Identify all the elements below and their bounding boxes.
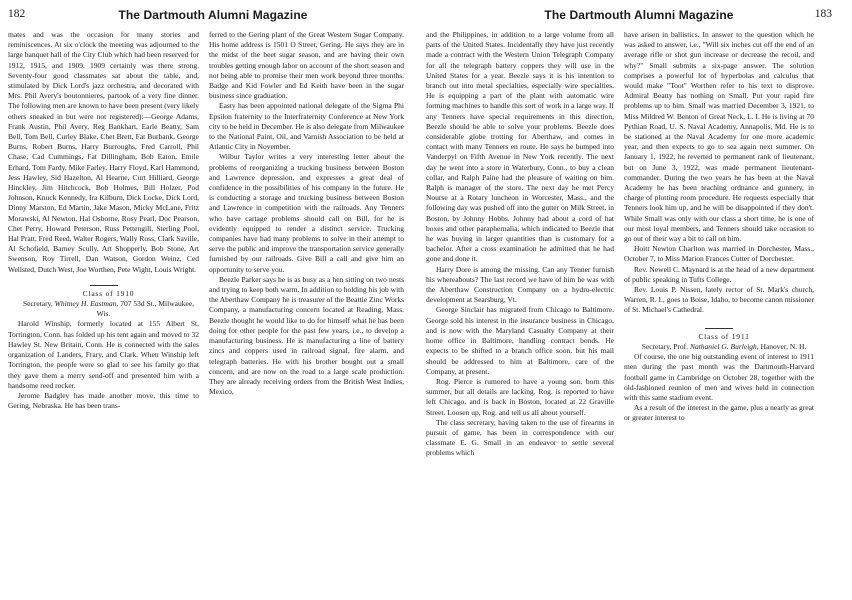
paragraph: Rog. Pierce is rumored to have a young son, born this summer, but all details are lacking. Rog. is reported to have left Chicago, and is back in Boston, located at 22 Graville Street. Loosen up, Rog. and tell us all about yourself. [426, 376, 614, 417]
class-secretary-1910 [8, 299, 199, 319]
paragraph: Harold Winship, formerly located at 155 Albert St, Torrington, Conn. has folded up his tent again and moved to 32 Hawley St. New Britain, Conn. He is connected with the sales organization of Landers, Frary, and Clark. When Winship left Torrington, the people were so glad to see his family go that they gave them a merry send-off and presented him with a handsome reed rocker. [8, 319, 199, 390]
paragraph: have arisen in ballistics. In answer to the question which he was asked to answer, i.e., "Will six inches cut off the end of an average rifle or shot gun increase or decrease the recoil, and why?" Small submits a six-page answer. The solution comprises a powerful lot of hyperbolas and calculus that would make "Toot" Worthen refer to his text to disprove. Admiral Beatty has nothing on Small. Put your rapid fire problems up to him. Small was married December 3, 1921, to Miss Mildred W. Benton of Great Neck, L. I. He is living at 70 Pythian Road, U. S. Naval Academy, Annapolis, Md. He is to be stationed at the Naval Academy for one more academic year, and then expects to go to sea again next summer. On January 1, 1922, he reverted to permanent rank of lieutenant, but on June 3, 1922, was made permanent lieutenant-commander. During the two years he has been at the Naval Academy he has been teaching ordnance and gunnery, in charge of plotting room procedure. He requests especially that Tenners look him up, and he will be disappointed if they don't. While Small was only with our class a short time, he is one of our most loyal members, and Tenners should take occasion to go out of their way a bit to call on him. [624, 30, 814, 244]
paragraph: ferred to the Gering plant of the Great Western Sugar Company. His home address is 1501 O Street, Gering. He says they are in the midst of the beet sugar season, and are having their own troubles getting enough labor on account of the short season and not being able to promise their men work beyond three months. Badge and Kid Fowler and Ed Keith have been in the sugar business since graduation. [209, 30, 404, 101]
secretary-prefix: Secretary, [23, 299, 55, 309]
secretary-name: Whitney H. Eastman, [54, 299, 119, 309]
secretary-address: 707 53d St., Milwaukee, Wis. [96, 299, 194, 319]
class-secretary-1911 [624, 342, 814, 352]
right-page-column-1 [426, 30, 614, 600]
paragraph: mates and was the occasion for many stories and reminiscences. At six o'clock the meeting was adjourned to the large banquet hall of the City Club which had been reserved for 1912, 1915, and 1909. 1909 certainly was there strong. Seventy-four good classmates sat about the table, and, stimulated by Dick Lord's jazz orchestra, and decorated with Mrs. Phil Avery's boutonnieres, partook of a very fine dinner. The following men are known to have been present (very likely others sneaked in but were not registered):—George Adams, Frank Austin, Phil Avery, Reg Bankhart, Earle Beatty, Sam Bell, Tom Bell, Curley Blake, Chet Brett, Fat Burbank, George Burns, Robert Burns, Harry Burroughs, Fred Carroll, Phil Chase, Cad Cummings, Fat Dillingham, Bob Eaton, Emile Erhard, Tom Fardy, Mike Farley, Harry Floyd, Karl Hammond, Jess Hawley, Sid Hazelton, Al Hearne, Curt Hilliard, George Hinckley, Jim Hitchcock, Bob Holmes, Bill Holzer, Pod Johnson, Knuck Kennedy, Ira Kilburn, Dick Locke, Dick Lord, Dinny Marston, Ed Martin, Jake Mason, Micky McLane, Fritz Morawski, Al Newton, Hal Osborne, Rosy Pearl, Doc Pearson, Chet Perry, Howard Peterson, Russ Pettengill, Sterling Pool, Hal Pratt, Fred Reed, Walter Rogers, Wally Ross, Clark Saville, Al Schofield, Barney Scully, Art Shopperly, Bob Stone, Art Swenson, Roy Tirrell, Dan Watson, Gordon Weinz, Ced Wellsted, Dutch West, Joe Worthen, Pete Wight, Louis Wright. [8, 30, 199, 274]
paragraph: Hoitt Newton Charlton was married in Dorchester, Mass., October 7, to Miss Marion Frances Cutter of Dorchester. [624, 244, 814, 264]
secretary-address: Hanover, N. H. [758, 341, 807, 351]
right-page-column-2 [624, 30, 814, 600]
paragraph: and the Philippines, in addition to a large volume from all parts of the United States. Incidentally they have just recently made a contract with the Western Union Telegraph Company for all the telegraph battery coppers they will use in the United States for a year. Beezle says it is his intention to branch out into metal specialties, especially wire specialties. He is equipping a part of the plant with automatic wire forming machines to handle this sort of work in a large way. If any Tenners have special requirements in this direction, Beezle should be able to solve your problems. Beezle does considerable globe trotting for Aberthaw, and comes in contact with many Tenners en route. He says he bumped into Vanderpyl on Fifth Avenue in New York recently. The next day he went into a store in Waterbury, Conn., to buy a clean collar, and Ralph Paine had the pleasure of waiting on him. Ralph is manager of the store. The next day he met Percy Nourse at a Rotary luncheon in Worcester, Mass., and the following day was pushed off into the gutter on Milk Street, in Boston, by Johnny Hobbs. Johnny had about a cord of hat boxes and other paraphernalia, which indicated to Beezle that he was buying in larger quantities than is customary for a bachelor. After a cross examination he admitted that he had gone and done it. [426, 30, 614, 264]
paragraph: George Sinclair has migrated from Chicago to Baltimore. George sold his interest in the insurance business in Chicago, and is now with the Maryland Casualty Company at their home office in Baltimore, handling contract bonds. He expects to be shifted to a branch office soon, but his mail should be addressed to him at Baltimore, care of the Company, at present. [426, 305, 614, 376]
left-page-column-1 [8, 30, 199, 600]
class-heading-1911: Class of 1911 [698, 331, 750, 341]
paragraph: Jerome Badgley has made another move, this time to Gering, Nebraska. He has been trans- [8, 390, 199, 411]
right-page [426, 0, 852, 600]
running-title-left: The Dartmouth Alumni Magazine [118, 8, 308, 22]
paragraph: The class secretary, having taken to the use of firearms in pursuit of game, has been in correspondence with our classmate E. G. Small in an endeavor to settle several problems which [426, 417, 614, 458]
page-number-right: 183 [814, 8, 832, 20]
running-title-right: The Dartmouth Alumni Magazine [544, 8, 734, 22]
paragraph: Rev. Louis P. Nissen, lately rector of St. Mark's church, Warren, R. I., goes to Boise, Idaho, to become canon missioner of St. Michael's Cathedral. [624, 285, 814, 315]
secretary-name: Nathaniel G. Burleigh, [689, 341, 759, 351]
class-heading-1910: Class of 1910 [82, 288, 135, 298]
paragraph: Easty has been appointed national delegate of the Sigma Phi Epsilon fraternity to the Interfraternity Conference at New York city to be held in December. He is also delegate from Milwaukee to the National Paint, Oil, and Varnish Association to be held at Atlantic City in November. [209, 101, 404, 152]
page-number-left: 182 [8, 8, 26, 20]
paragraph: Beezle Parker says he is as busy as a hen sitting on two nests and trying to keep both warm. In addition to holding his job with the Aberthaw Company he is treasurer of the Beattie Zinc Works Company, a manufacturing concern located at Reading, Mass. Beezle thought he would like to do for himself what he has been doing for other people for the past few years, i.e., to develop a manufacturing business. He is manufacturing a line of battery zincs and coppers used in railroad signal, fire alarm, and telegraph batteries. He with his brother bought out a small concern, and are now on the road to a large scale production. They are already receiving orders from the British West Indies, Mexico, [209, 274, 404, 397]
paragraph: Of course, the one big outstanding event of interest to 1911 men during the past month was the Dartmouth-Harvard football game in Cambridge on October 28, together with the old-fashioned reunion of men and wives held in connection with this same stadium event. [624, 352, 814, 402]
left-page-column-2 [209, 30, 404, 600]
paragraph: Harry Dore is among the missing. Can any Tenner furnish his whereabouts? The last record we have of him he was with the Aberthaw Construction Company on a hydro-electric development at Searsburg, Vt. [426, 264, 614, 305]
paragraph: Wilbur Taylor writes a very interesting letter about the problems of reorganizing a trucking business between Boston and Lawrence depression, and expresses a great deal of confidence in the possibilities of his company in the future. He is conducting a storage and trucking business between Boston and Lawrence in competition with the railroads. Any Tenners who have cartage problems should call on Bill, for he is evidently equipped to render a distinct service. Trucking companies have had many problems to solve in their attempt to serve the public and improve the transportation service generally furnished by our railroads. Give Bill a call and give him an opportunity to serve you. [209, 152, 404, 274]
paragraph: As a result of the interest in the game, plus a nearly as great or greater interest to [624, 403, 814, 423]
paragraph: Rev. Newell C. Maynard is at the head of a new department of public speaking in Tufts College. [624, 264, 814, 284]
secretary-prefix: Secretary, Prof. [641, 341, 690, 351]
